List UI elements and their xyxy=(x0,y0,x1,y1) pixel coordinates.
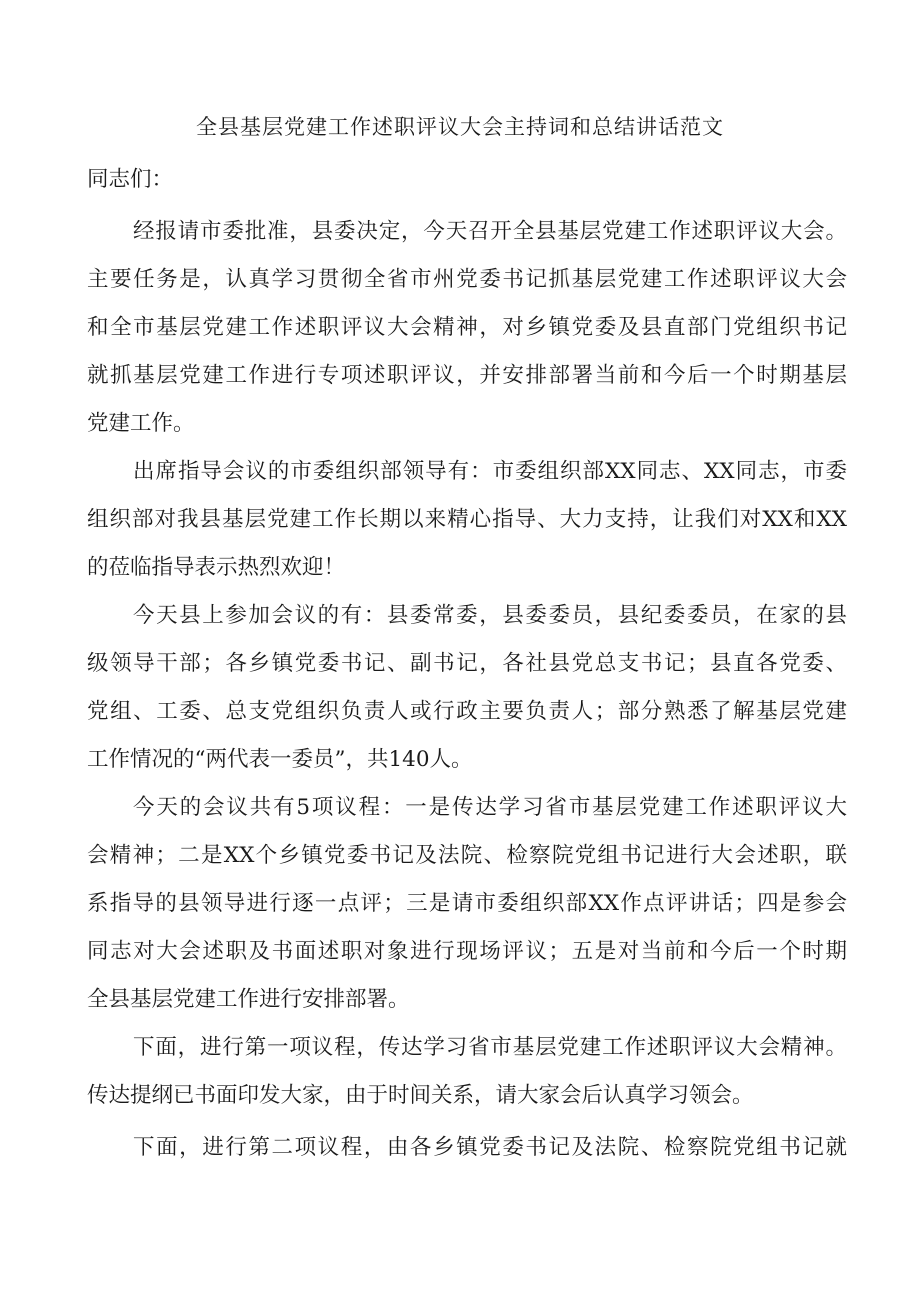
paragraph-3-line-3: 党组、工委、总支党组织负责人或行政主要负责人；部分熟悉了解基层党建 xyxy=(87,699,847,724)
paragraph-3-line-4: 工作情况的“两代表一委员”，共140人。 xyxy=(87,747,473,772)
salutation: 同志们： xyxy=(87,167,174,192)
paragraph-4-line-2: 会精神；二是XX个乡镇党委书记及法院、检察院党组书记进行大会述职，联 xyxy=(87,843,847,868)
paragraph-1-line-5: 党建工作。 xyxy=(87,411,195,436)
paragraph-5-line-1: 下面，进行第一项议程，传达学习省市基层党建工作述职评议大会精神。 xyxy=(133,1035,847,1060)
paragraph-4-line-5: 全县基层党建工作进行安排部署。 xyxy=(87,987,410,1012)
paragraph-4-line-4: 同志对大会述职及书面述职对象进行现场评议；五是对当前和今后一个时期 xyxy=(87,939,847,964)
paragraph-4-line-1: 今天的会议共有5项议程：一是传达学习省市基层党建工作述职评议大 xyxy=(133,795,847,820)
paragraph-1-line-1: 经报请市委批准，县委决定，今天召开全县基层党建工作述职评议大会。 xyxy=(133,219,847,244)
paragraph-2-line-3: 的莅临指导表示热烈欢迎！ xyxy=(87,555,346,580)
paragraph-1-line-4: 就抓基层党建工作进行专项述职评议，并安排部署当前和今后一个时期基层 xyxy=(87,363,847,388)
paragraph-6-line-1: 下面，进行第二项议程，由各乡镇党委书记及法院、检察院党组书记就 xyxy=(133,1135,847,1160)
paragraph-2-line-1: 出席指导会议的市委组织部领导有：市委组织部XX同志、XX同志，市委 xyxy=(133,459,847,484)
paragraph-5-line-2: 传达提纲已书面印发大家，由于时间关系，请大家会后认真学习领会。 xyxy=(87,1083,754,1108)
document-title: 全县基层党建工作述职评议大会主持词和总结讲话范文 xyxy=(196,115,724,139)
paragraph-2-line-2: 组织部对我县基层党建工作长期以来精心指导、大力支持，让我们对XX和XX xyxy=(87,507,847,532)
paragraph-3-line-1: 今天县上参加会议的有：县委常委，县委委员，县纪委委员，在家的县 xyxy=(133,603,847,628)
paragraph-3-line-2: 级领导干部；各乡镇党委书记、副书记，各社县党总支书记；县直各党委、 xyxy=(87,651,847,676)
paragraph-1-line-2: 主要任务是，认真学习贯彻全省市州党委书记抓基层党建工作述职评议大会 xyxy=(87,267,847,292)
paragraph-4-line-3: 系指导的县领导进行逐一点评；三是请市委组织部XX作点评讲话；四是参会 xyxy=(87,891,847,916)
paragraph-1-line-3: 和全市基层党建工作述职评议大会精神，对乡镇党委及县直部门党组织书记 xyxy=(87,315,847,340)
